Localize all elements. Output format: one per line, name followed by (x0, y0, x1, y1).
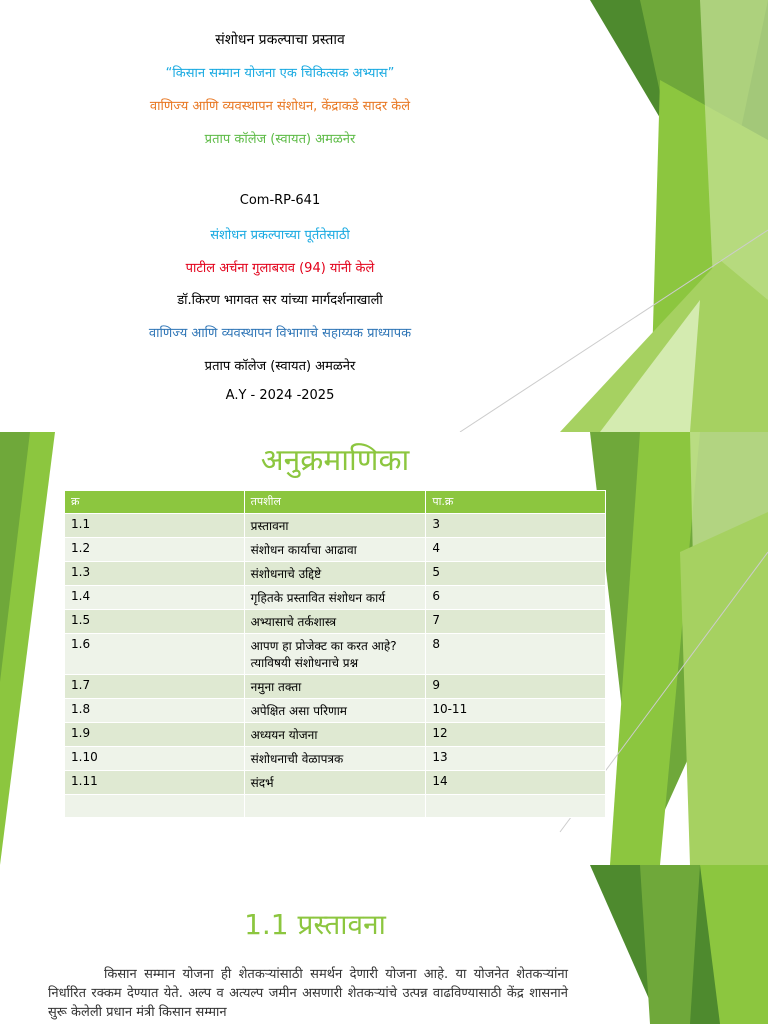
row-page: 5 (426, 562, 606, 586)
row-page: 12 (426, 723, 606, 747)
row-serial: 1.7 (65, 675, 245, 699)
contents-table (64, 490, 606, 818)
table-row (65, 586, 606, 610)
academic-year: A.Y - 2024 -2025 (225, 388, 335, 403)
college-name: प्रताप कॉलेज (स्वायत) अमळनेर (204, 359, 356, 374)
proposal-title: संशोधन प्रकल्पाचा प्रस्ताव (215, 32, 345, 48)
table-row (65, 747, 606, 771)
row-page: 13 (426, 747, 606, 771)
row-details (244, 795, 426, 818)
row-serial: 1.5 (65, 610, 245, 634)
table-row (65, 562, 606, 586)
row-page (426, 795, 606, 818)
guide-name: डॉ.किरण भागवत सर यांच्या मार्गदर्शनाखाली (177, 293, 383, 308)
row-details: आपण हा प्रोजेक्ट का करत आहे? त्याविषयी संशोधनाचे प्रश्न (244, 634, 426, 675)
purpose-line: संशोधन प्रकल्पाच्या पूर्ततेसाठी (210, 228, 350, 243)
row-page: 3 (426, 514, 606, 538)
guide-role: वाणिज्य आणि व्यवस्थापन विभागाचे सहाय्यक प्राध्यापक (148, 326, 412, 341)
row-serial: 1.11 (65, 771, 245, 795)
row-details: प्रस्तावना (244, 514, 426, 538)
row-details: संशोधन कार्याचा आढावा (244, 538, 426, 562)
table-row (65, 675, 606, 699)
introduction-paragraph: किसान सम्मान योजना ही शेतकऱ्यांसाठी समर्थन देणारी योजना आहे. या योजनेत शेतकऱ्यांना निर्धारित रक्कम देण्यात येते. अल्प व अत्यल्प जमीन असणारी शेतकऱ्यांचे उत्पन्न वाढविण्यासाठी केंद्र शासनाने सुरू केलेली प्रधान मंत्री किसान सम्मान (48, 967, 568, 1020)
title-slide (0, 0, 768, 432)
table-row (65, 514, 606, 538)
row-page: 7 (426, 610, 606, 634)
row-serial: 1.4 (65, 586, 245, 610)
table-row (65, 723, 606, 747)
row-serial: 1.2 (65, 538, 245, 562)
row-details: अध्ययन योजना (244, 723, 426, 747)
row-serial: 1.10 (65, 747, 245, 771)
row-page: 4 (426, 538, 606, 562)
course-code: Com-RP-641 (239, 193, 321, 208)
row-details: अभ्यासाचे तर्कशास्त्र (244, 610, 426, 634)
row-page: 8 (426, 634, 606, 675)
table-row (65, 795, 606, 818)
row-serial: 1.6 (65, 634, 245, 675)
header-page: पा.क्र (426, 491, 606, 514)
submitted-to: वाणिज्य आणि व्यवस्थापन संशोधन, केंद्राकडे सादर केले (149, 99, 411, 114)
row-serial: 1.9 (65, 723, 245, 747)
introduction-slide (0, 865, 768, 1024)
table-header-row (65, 491, 606, 514)
row-details: संदर्भ (244, 771, 426, 795)
row-serial (65, 795, 245, 818)
row-serial: 1.1 (65, 514, 245, 538)
row-serial: 1.3 (65, 562, 245, 586)
row-details: संशोधनाची वेळापत्रक (244, 747, 426, 771)
index-slide (0, 432, 768, 865)
row-page: 9 (426, 675, 606, 699)
row-details: संशोधनाचे उद्दिष्टे (244, 562, 426, 586)
student-name: पाटील अर्चना गुलाबराव (94) यांनी केले (185, 261, 375, 276)
row-page: 10-11 (426, 699, 606, 723)
row-details: अपेक्षित असा परिणाम (244, 699, 426, 723)
table-row (65, 610, 606, 634)
row-page: 6 (426, 586, 606, 610)
row-details: गृहितके प्रस्तावित संशोधन कार्य (244, 586, 426, 610)
row-details: नमुना तक्ता (244, 675, 426, 699)
college-name-green: प्रताप कॉलेज (स्वायत) अमळनेर (204, 132, 356, 147)
header-details: तपशील (244, 491, 426, 514)
project-topic: “किसान सम्मान योजना एक चिकित्सक अभ्यास” (165, 66, 395, 81)
row-page: 14 (426, 771, 606, 795)
table-row (65, 634, 606, 675)
table-row (65, 538, 606, 562)
header-serial: क्र (65, 491, 245, 514)
table-row (65, 771, 606, 795)
section-title: 1.1 प्रस्तावना (244, 908, 386, 941)
index-title: अनुक्रमाणिका (260, 443, 410, 478)
table-row (65, 699, 606, 723)
row-serial: 1.8 (65, 699, 245, 723)
